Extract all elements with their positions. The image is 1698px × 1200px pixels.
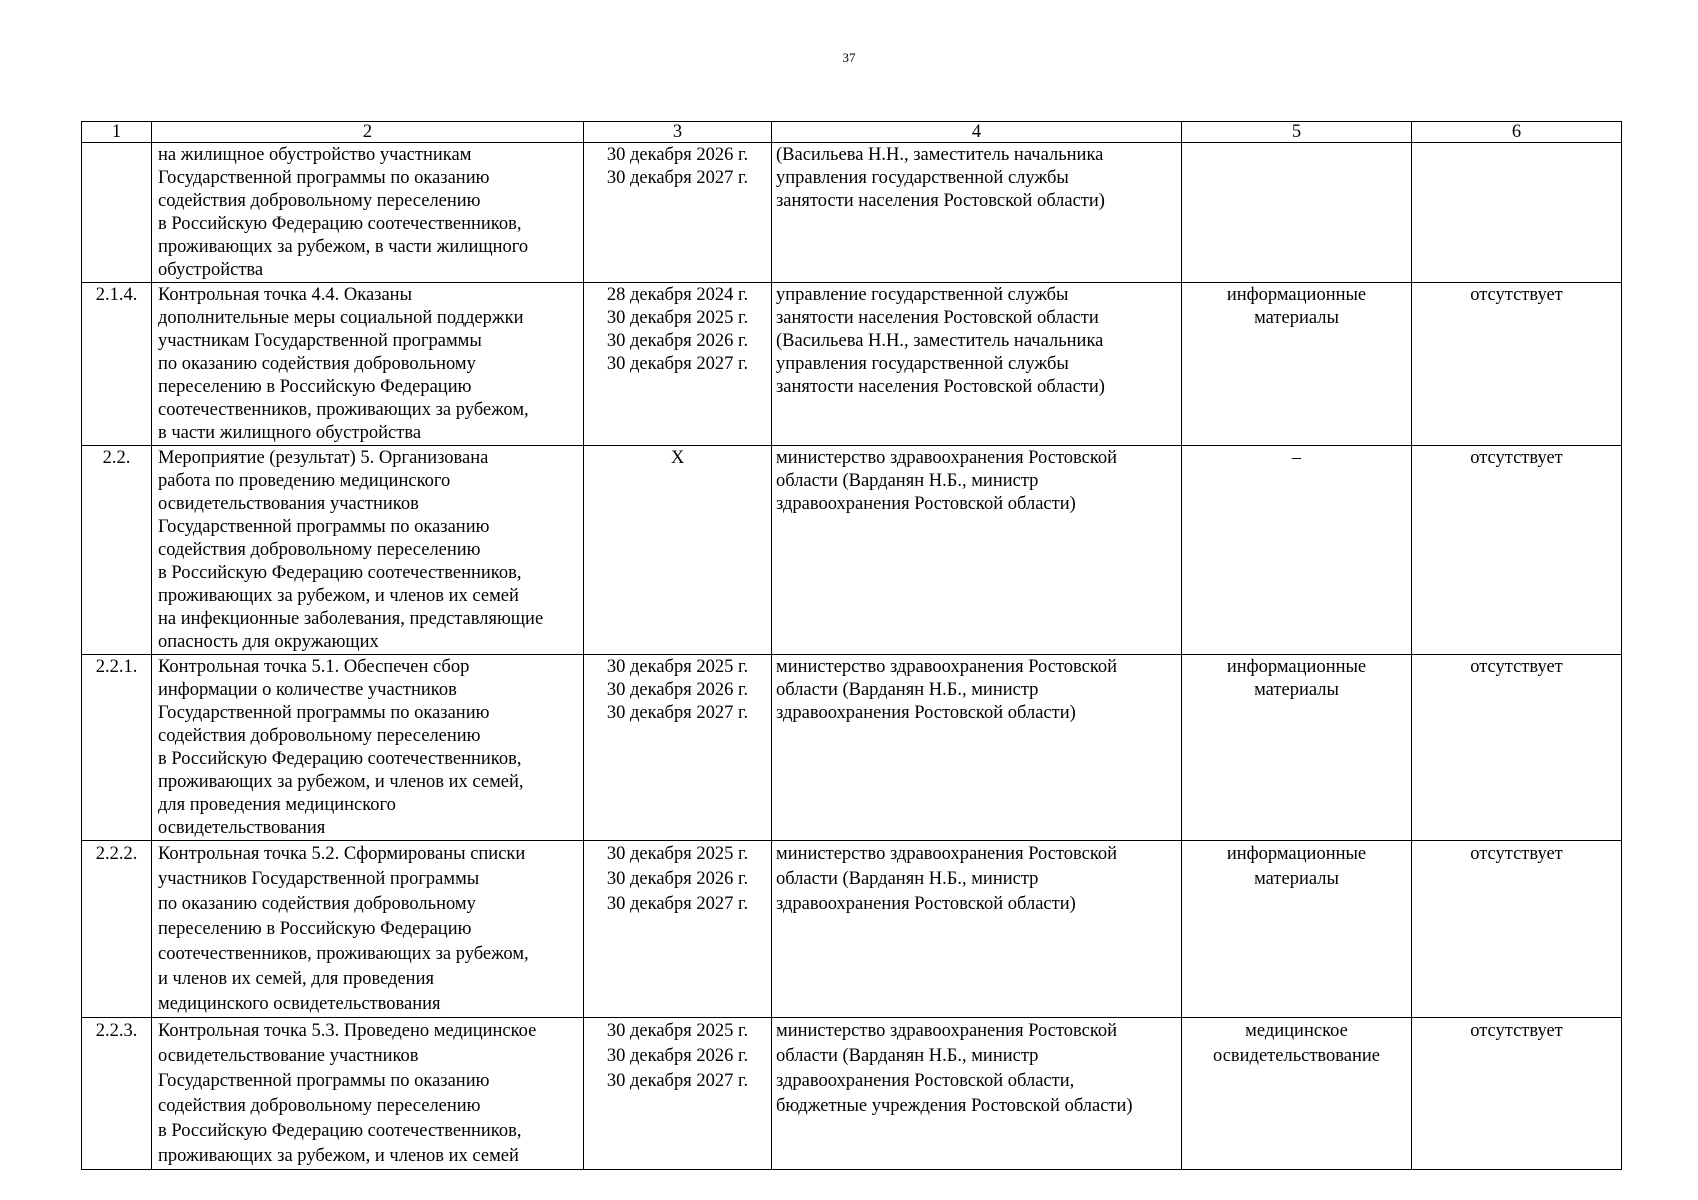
row-number-cell: 2.2.1.: [82, 655, 152, 841]
document-type-cell: –: [1182, 446, 1412, 655]
table-header-row: [82, 122, 1622, 143]
info-system-cell: отсутствует: [1412, 841, 1622, 1018]
dates-cell: 30 декабря 2025 г. 30 декабря 2026 г. 30 декабря 2027 г.: [584, 1018, 772, 1170]
document-type-cell: информационные материалы: [1182, 655, 1412, 841]
dates-cell: 30 декабря 2025 г. 30 декабря 2026 г. 30 декабря 2027 г.: [584, 655, 772, 841]
responsible-cell: управление государственной службы занятости населения Ростовской области (Васильева Н.Н., заместитель начальника управления государственной службы занятости населения Ростовской области): [772, 283, 1182, 446]
column-header: 4: [772, 122, 1182, 143]
column-header: 6: [1412, 122, 1622, 143]
responsible-cell: министерство здравоохранения Ростовской области (Варданян Н.Б., министр здравоохранения Ростовской области, бюджетные учреждения Ростовской области): [772, 1018, 1182, 1170]
column-header: 1: [82, 122, 152, 143]
dates-cell: X: [584, 446, 772, 655]
document-type-cell: информационные материалы: [1182, 841, 1412, 1018]
info-system-cell: отсутствует: [1412, 1018, 1622, 1170]
description-cell: Контрольная точка 5.3. Проведено медицинское освидетельствование участников Государственной программы по оказанию содействия добровольному переселению в Российскую Федерацию соотечественников, проживающих за рубежом, и членов их семей: [152, 1018, 584, 1170]
document-type-cell: медицинское освидетельствование: [1182, 1018, 1412, 1170]
info-system-cell: [1412, 143, 1622, 283]
row-number-cell: 2.2.: [82, 446, 152, 655]
dates-cell: 30 декабря 2026 г. 30 декабря 2027 г.: [584, 143, 772, 283]
responsible-cell: министерство здравоохранения Ростовской области (Варданян Н.Б., министр здравоохранения Ростовской области): [772, 446, 1182, 655]
document-type-cell: информационные материалы: [1182, 283, 1412, 446]
description-cell: Контрольная точка 5.2. Сформированы списки участников Государственной программы по оказанию содействия добровольному переселению в Российскую Федерацию соотечественников, проживающих за рубежом, и членов их семей, для проведения медицинского освидетельствования: [152, 841, 584, 1018]
table-row: [82, 841, 1622, 1018]
control-points-table: [81, 121, 1622, 1170]
dates-cell: 28 декабря 2024 г. 30 декабря 2025 г. 30 декабря 2026 г. 30 декабря 2027 г.: [584, 283, 772, 446]
dates-cell: 30 декабря 2025 г. 30 декабря 2026 г. 30 декабря 2027 г.: [584, 841, 772, 1018]
page-number: 37: [842, 50, 856, 65]
row-number-cell: 2.2.2.: [82, 841, 152, 1018]
description-cell: на жилищное обустройство участникам Государственной программы по оказанию содействия добровольному переселению в Российскую Федерацию соотечественников, проживающих за рубежом, в части жилищного обустройства: [152, 143, 584, 283]
row-number-cell: [82, 143, 152, 283]
table-row: [82, 143, 1622, 283]
table-row: [82, 1018, 1622, 1170]
table-row: [82, 446, 1622, 655]
responsible-cell: (Васильева Н.Н., заместитель начальника управления государственной службы занятости населения Ростовской области): [772, 143, 1182, 283]
description-cell: Контрольная точка 5.1. Обеспечен сбор информации о количестве участников Государственной программы по оказанию содействия добровольному переселению в Российскую Федерацию соотечественников, проживающих за рубежом, и членов их семей, для проведения медицинского освидетельствования: [152, 655, 584, 841]
document-type-cell: [1182, 143, 1412, 283]
column-header: 5: [1182, 122, 1412, 143]
responsible-cell: министерство здравоохранения Ростовской области (Варданян Н.Б., министр здравоохранения Ростовской области): [772, 655, 1182, 841]
table-row: [82, 655, 1622, 841]
column-header: 2: [152, 122, 584, 143]
info-system-cell: отсутствует: [1412, 283, 1622, 446]
column-header: 3: [584, 122, 772, 143]
description-cell: Мероприятие (результат) 5. Организована работа по проведению медицинского освидетельствования участников Государственной программы по оказанию содействия добровольному переселению в Российскую Федерацию соотечественников, проживающих за рубежом, и членов их семей на инфекционные заболевания, представляющие опасность для окружающих: [152, 446, 584, 655]
row-number-cell: 2.2.3.: [82, 1018, 152, 1170]
description-cell: Контрольная точка 4.4. Оказаны дополнительные меры социальной поддержки участникам Государственной программы по оказанию содействия добровольному переселению в Российскую Федерацию соотечественников, проживающих за рубежом, в части жилищного обустройства: [152, 283, 584, 446]
table-row: [82, 283, 1622, 446]
row-number-cell: 2.1.4.: [82, 283, 152, 446]
responsible-cell: министерство здравоохранения Ростовской области (Варданян Н.Б., министр здравоохранения Ростовской области): [772, 841, 1182, 1018]
info-system-cell: отсутствует: [1412, 655, 1622, 841]
info-system-cell: отсутствует: [1412, 446, 1622, 655]
